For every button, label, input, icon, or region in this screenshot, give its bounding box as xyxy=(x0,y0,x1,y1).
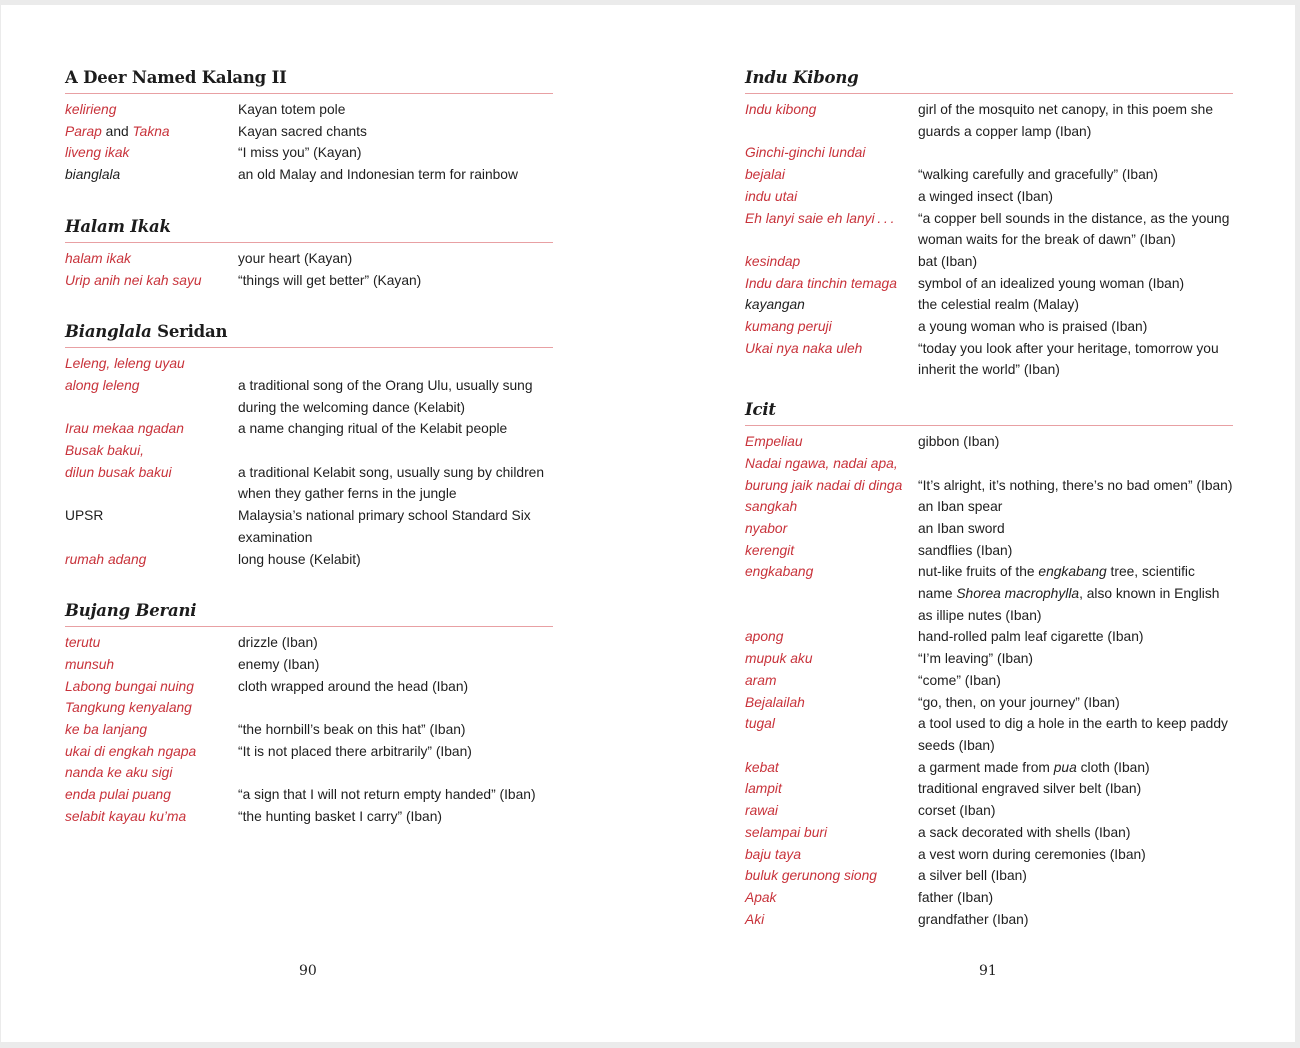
glossary-term-part: Parap xyxy=(65,123,102,139)
definition-text: cloth (Iban) xyxy=(1076,759,1150,775)
glossary-entry xyxy=(745,887,1233,909)
glossary-entry xyxy=(65,632,553,654)
glossary-definition: cloth wrapped around the head (Iban) xyxy=(238,678,469,694)
glossary-definition: hand-rolled palm leaf cigarette (Iban) xyxy=(918,629,1144,645)
glossary-definition: symbol of an idealized young woman (Iban) xyxy=(918,275,1185,291)
glossary-entry xyxy=(745,670,1233,692)
glossary-entry xyxy=(745,713,1233,756)
glossary-term: aram xyxy=(745,672,777,688)
glossary-term: Aki xyxy=(745,911,765,927)
glossary-term: kesindap xyxy=(745,253,801,269)
glossary-entry xyxy=(745,561,1233,626)
glossary-entry xyxy=(65,549,553,571)
glossary-entry xyxy=(65,762,553,784)
glossary-definition xyxy=(238,762,553,784)
glossary-definition: “I’m leaving” (Iban) xyxy=(918,651,1034,667)
glossary-definition: “the hunting basket I carry” (Iban) xyxy=(238,808,442,824)
glossary-term: rawai xyxy=(745,803,778,819)
glossary-term: Apak xyxy=(745,889,777,905)
glossary-section-halam-ikak xyxy=(65,216,553,291)
glossary-term: kumang peruji xyxy=(745,319,832,335)
glossary-term: Bejalailah xyxy=(745,694,805,710)
glossary-definition: girl of the mosquito net canopy, in this poem she guards a copper lamp (Iban) xyxy=(918,102,1214,139)
glossary-entry xyxy=(745,865,1233,887)
glossary-section-indu-kibong xyxy=(745,67,1233,381)
glossary-term: Irau mekaa ngadan xyxy=(65,421,184,437)
glossary-entry xyxy=(745,757,1233,779)
definition-italic: Shorea macrophylla xyxy=(956,586,1080,602)
glossary-section-bujang-berani xyxy=(65,600,553,827)
glossary-entry xyxy=(745,294,1233,316)
left-page-content xyxy=(65,67,553,858)
glossary-term: tugal xyxy=(745,716,775,732)
glossary-term: baju taya xyxy=(745,846,801,862)
glossary-term: Labong bungai nuing xyxy=(65,678,194,694)
glossary-term: bejalai xyxy=(745,167,785,183)
glossary-definition: a tool used to dig a hole in the earth to keep paddy seeds (Iban) xyxy=(918,716,1228,753)
section-title: A Deer Named Kalang II xyxy=(65,67,553,94)
glossary-entry xyxy=(745,208,1233,251)
glossary-term: Urip anih nei kah sayu xyxy=(65,272,202,288)
glossary-entry xyxy=(65,164,553,186)
glossary-definition: grandfather (Iban) xyxy=(918,911,1029,927)
glossary-definition xyxy=(918,757,1233,779)
glossary-definition: a silver bell (Iban) xyxy=(918,868,1027,884)
glossary-entry xyxy=(65,418,553,440)
glossary-definition: an Iban spear xyxy=(918,499,1003,515)
glossary-entry xyxy=(745,648,1233,670)
glossary-entry xyxy=(65,784,553,806)
glossary-definition: “today you look after your heritage, tomorrow you inherit the world” (Iban) xyxy=(918,340,1219,378)
section-title-italic: Bianglala xyxy=(65,322,152,342)
glossary-definition: your heart (Kayan) xyxy=(238,250,353,266)
glossary-definition: a vest worn during ceremonies (Iban) xyxy=(918,846,1146,862)
glossary-term: kebat xyxy=(745,759,779,775)
glossary-entry xyxy=(745,99,1233,142)
glossary-definition: traditional engraved silver belt (Iban) xyxy=(918,781,1142,797)
glossary-section-bianglala-seridan xyxy=(65,321,553,570)
glossary-definition xyxy=(918,453,1233,475)
glossary-entry xyxy=(65,654,553,676)
glossary-term: liveng ikak xyxy=(65,145,130,161)
glossary-term: selabit kayau ku’ma xyxy=(65,808,187,824)
glossary-term: apong xyxy=(745,629,784,645)
glossary-term: nanda ke aku sigi xyxy=(65,765,173,781)
glossary-definition: “come” (Iban) xyxy=(918,672,1001,688)
glossary-entry xyxy=(745,540,1233,562)
glossary-term: kayangan xyxy=(745,297,805,313)
glossary-term xyxy=(65,121,238,143)
glossary-definition: “walking carefully and gracefully” (Iban) xyxy=(918,167,1159,183)
glossary-definition: “I miss you” (Kayan) xyxy=(238,145,362,161)
definition-text: tree, scientific name xyxy=(918,564,1195,602)
glossary-term: halam ikak xyxy=(65,250,131,266)
glossary-term: Empeliau xyxy=(745,434,803,450)
page-number: 91 xyxy=(979,963,997,979)
glossary-definition: sandflies (Iban) xyxy=(918,542,1013,558)
glossary-entry xyxy=(745,800,1233,822)
glossary-term: ke ba lanjang xyxy=(65,722,148,738)
glossary-entry xyxy=(745,475,1233,497)
glossary-term: Indu kibong xyxy=(745,102,817,117)
section-title: Bujang Berani xyxy=(65,600,553,627)
glossary-definition: Kayan totem pole xyxy=(238,102,346,117)
glossary-entry xyxy=(65,462,553,505)
glossary-entry xyxy=(745,316,1233,338)
glossary-entry xyxy=(65,505,553,548)
glossary-definition: Kayan sacred chants xyxy=(238,123,367,139)
glossary-entry xyxy=(65,121,553,143)
glossary-definition: the celestial realm (Malay) xyxy=(918,297,1080,313)
definition-italic: pua xyxy=(1053,759,1077,775)
right-page xyxy=(641,5,1295,1042)
glossary-term: along leleng xyxy=(65,377,140,393)
glossary-term: nyabor xyxy=(745,520,788,536)
glossary-term: kerengit xyxy=(745,542,795,558)
glossary-term: Ukai nya naka uleh xyxy=(745,340,863,356)
glossary-definition: drizzle (Iban) xyxy=(238,635,318,651)
section-title-rest: Seridan xyxy=(151,322,228,342)
glossary-term: sangkah xyxy=(745,499,798,515)
glossary-term-joiner: and xyxy=(101,123,133,139)
glossary-term: buluk gerunong siong xyxy=(745,868,877,884)
glossary-entry xyxy=(745,778,1233,800)
glossary-term: Ginchi-ginchi lundai xyxy=(745,145,866,161)
glossary-entry xyxy=(65,270,553,292)
glossary-definition xyxy=(238,697,553,719)
glossary-term: mupuk aku xyxy=(745,651,813,667)
definition-text: , also known in English as illipe nutes (Iban) xyxy=(918,586,1220,623)
glossary-entry xyxy=(65,806,553,828)
glossary-definition: long house (Kelabit) xyxy=(238,551,361,567)
glossary-term-part: Takna xyxy=(132,123,170,139)
glossary-entry xyxy=(65,353,553,375)
glossary-definition: corset (Iban) xyxy=(918,803,996,819)
glossary-entry xyxy=(745,431,1233,453)
section-title xyxy=(65,321,553,348)
left-page xyxy=(1,5,641,1042)
glossary-term: Busak bakui, xyxy=(65,443,144,459)
glossary-term: UPSR xyxy=(65,508,104,524)
glossary-term: dilun busak bakui xyxy=(65,464,172,480)
page-number: 90 xyxy=(299,963,317,979)
glossary-term: Indu dara tinchin temaga xyxy=(745,275,897,291)
glossary-definition xyxy=(238,440,553,462)
glossary-definition: a young woman who is praised (Iban) xyxy=(918,319,1148,335)
glossary-entry xyxy=(65,440,553,462)
glossary-definition: “go, then, on your journey” (Iban) xyxy=(918,694,1120,710)
definition-italic: engkabang xyxy=(1038,564,1107,580)
glossary-term: ukai di engkah ngapa xyxy=(65,743,197,759)
section-title: Indu Kibong xyxy=(745,67,1233,94)
glossary-entry xyxy=(65,676,553,698)
glossary-entry xyxy=(745,626,1233,648)
definition-text: nut-like fruits of the xyxy=(918,564,1039,580)
definition-text: a garment made from xyxy=(918,759,1054,775)
glossary-entry xyxy=(745,518,1233,540)
section-title: Halam Ikak xyxy=(65,216,553,243)
glossary-term: burung jaik nadai di dinga xyxy=(745,477,903,493)
glossary-term: enda pulai puang xyxy=(65,787,171,803)
glossary-entry xyxy=(745,186,1233,208)
glossary-entry xyxy=(65,697,553,719)
glossary-definition: “things will get better” (Kayan) xyxy=(238,272,422,288)
glossary-term: selampai buri xyxy=(745,824,828,840)
glossary-term: indu utai xyxy=(745,188,798,204)
glossary-entry xyxy=(745,909,1233,931)
glossary-definition: “It is not placed there arbitrarily” (Iban) xyxy=(238,743,472,759)
glossary-term: Nadai ngawa, nadai apa, xyxy=(745,455,898,471)
glossary-term: Eh lanyi saie eh lanyi . . . xyxy=(745,210,895,226)
glossary-definition: gibbon (Iban) xyxy=(918,434,1000,450)
glossary-definition xyxy=(918,561,1233,626)
glossary-entry xyxy=(745,692,1233,714)
glossary-definition xyxy=(918,142,1233,164)
right-page-content xyxy=(745,67,1233,960)
glossary-entry xyxy=(65,719,553,741)
glossary-definition: a winged insect (Iban) xyxy=(918,188,1053,204)
glossary-term: terutu xyxy=(65,635,101,651)
glossary-entry xyxy=(65,99,553,121)
glossary-term: munsuh xyxy=(65,656,115,672)
glossary-term: kelirieng xyxy=(65,102,117,117)
glossary-entry xyxy=(745,844,1233,866)
glossary-definition: bat (Iban) xyxy=(918,253,978,269)
book-spread xyxy=(1,5,1295,1042)
glossary-term: rumah adang xyxy=(65,551,147,567)
glossary-term: engkabang xyxy=(745,564,814,580)
glossary-definition: “the hornbill’s beak on this hat” (Iban) xyxy=(238,722,466,738)
glossary-entry xyxy=(65,142,553,164)
section-title: Icit xyxy=(745,399,1233,426)
glossary-entry xyxy=(745,164,1233,186)
glossary-section-a-deer-named-kalang-ii xyxy=(65,67,553,186)
glossary-term: Leleng, leleng uyau xyxy=(65,356,185,372)
glossary-entry xyxy=(745,251,1233,273)
glossary-definition: a name changing ritual of the Kelabit people xyxy=(238,421,508,437)
glossary-entry xyxy=(745,496,1233,518)
glossary-entry xyxy=(745,453,1233,475)
glossary-definition xyxy=(238,353,553,375)
glossary-definition: a sack decorated with shells (Iban) xyxy=(918,824,1131,840)
glossary-section-icit xyxy=(745,399,1233,930)
glossary-entry xyxy=(65,375,553,418)
glossary-definition: a traditional song of the Orang Ulu, usually sung during the welcoming dance (Kelabit) xyxy=(238,377,533,415)
glossary-definition: Malaysia’s national primary school Standard Six examination xyxy=(238,508,531,545)
glossary-entry xyxy=(65,741,553,763)
glossary-entry xyxy=(745,273,1233,295)
glossary-entry xyxy=(65,248,553,270)
glossary-definition: an Iban sword xyxy=(918,520,1005,536)
glossary-term: bianglala xyxy=(65,167,121,183)
glossary-definition: “It’s alright, it’s nothing, there’s no bad omen” (Iban) xyxy=(918,477,1233,493)
glossary-definition: “a copper bell sounds in the distance, as the young woman waits for the break of dawn” (Iban) xyxy=(918,210,1230,248)
glossary-entry xyxy=(745,822,1233,844)
glossary-definition: father (Iban) xyxy=(918,889,994,905)
glossary-entry xyxy=(745,338,1233,381)
glossary-term: lampit xyxy=(745,781,782,797)
glossary-definition: a traditional Kelabit song, usually sung by children when they gather ferns in the jungle xyxy=(238,464,545,502)
glossary-entry xyxy=(745,142,1233,164)
glossary-definition: “a sign that I will not return empty handed” (Iban) xyxy=(238,787,536,803)
glossary-definition: enemy (Iban) xyxy=(238,656,320,672)
glossary-definition: an old Malay and Indonesian term for rainbow xyxy=(238,167,518,183)
glossary-term: Tangkung kenyalang xyxy=(65,700,192,716)
